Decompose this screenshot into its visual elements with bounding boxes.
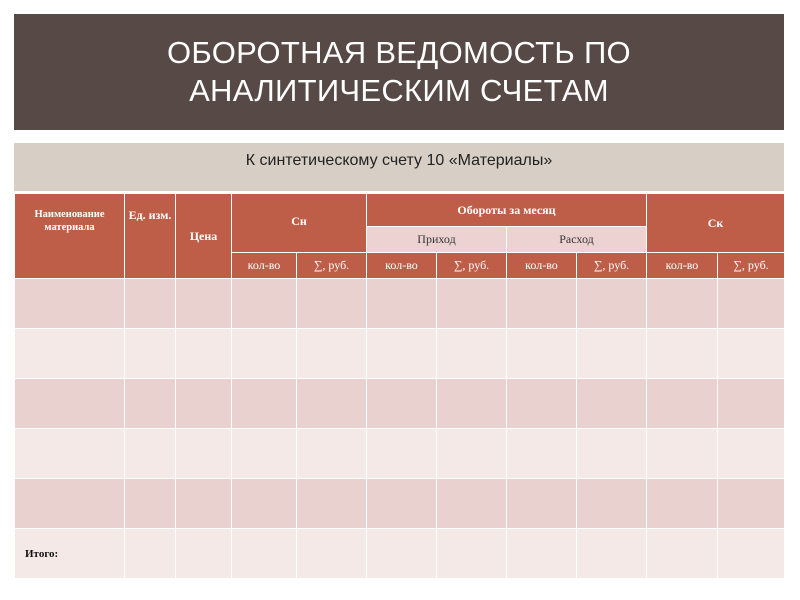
table-cell	[367, 479, 437, 529]
table-cell	[232, 529, 297, 579]
table-cell	[297, 429, 367, 479]
header-expense-qty: кол-во	[507, 253, 577, 279]
table-cell	[367, 429, 437, 479]
table-cell	[507, 379, 577, 429]
table-cell	[718, 529, 785, 579]
header-opening-qty: кол-во	[232, 253, 297, 279]
table-cell	[577, 429, 647, 479]
table-cell	[176, 379, 232, 429]
header-price: Цена	[176, 194, 232, 279]
table-cell	[176, 479, 232, 529]
table-cell	[647, 329, 718, 379]
table-cell	[437, 479, 507, 529]
table-cell	[507, 429, 577, 479]
table-cell	[367, 529, 437, 579]
table-cell	[15, 329, 125, 379]
table-cell	[15, 379, 125, 429]
header-expense: Расход	[507, 227, 647, 253]
header-closing-qty: кол-во	[647, 253, 718, 279]
table-row	[15, 479, 785, 529]
table-cell	[577, 529, 647, 579]
header-income-qty: кол-во	[367, 253, 437, 279]
table-cell	[437, 529, 507, 579]
table-cell	[647, 279, 718, 329]
header-unit: Ед. изм.	[125, 194, 176, 279]
table-cell	[15, 429, 125, 479]
header-expense-sum: ∑, руб.	[577, 253, 647, 279]
table-cell	[718, 379, 785, 429]
table-cell	[297, 279, 367, 329]
table-cell	[577, 379, 647, 429]
table-cell	[647, 429, 718, 479]
header-opening-sum: ∑, руб.	[297, 253, 367, 279]
table-cell	[718, 479, 785, 529]
table-cell	[232, 379, 297, 429]
header-closing-balance: Ск	[647, 194, 785, 253]
header-closing-sum: ∑, руб.	[718, 253, 785, 279]
table-cell	[125, 279, 176, 329]
table-cell	[507, 529, 577, 579]
table-cell	[232, 279, 297, 329]
table-cell	[176, 429, 232, 479]
table-cell	[125, 529, 176, 579]
table-cell	[232, 329, 297, 379]
header-income-sum: ∑, руб.	[437, 253, 507, 279]
table-cell	[647, 479, 718, 529]
table-cell	[125, 379, 176, 429]
page-subtitle: К синтетическому счету 10 «Материалы»	[245, 152, 553, 169]
table-cell	[232, 429, 297, 479]
table-row	[15, 429, 785, 479]
table-cell	[437, 379, 507, 429]
table-row	[15, 379, 785, 429]
header-income: Приход	[367, 227, 507, 253]
header-material-name: Наименование материала	[15, 194, 125, 279]
table-cell	[507, 479, 577, 529]
table-cell	[367, 329, 437, 379]
table-cell	[125, 479, 176, 529]
table-cell	[647, 379, 718, 429]
turnover-sheet-table	[14, 193, 785, 579]
table-cell	[297, 479, 367, 529]
table-cell	[718, 429, 785, 479]
table-cell	[15, 279, 125, 329]
table-cell	[232, 479, 297, 529]
table-cell	[176, 529, 232, 579]
page-title-line-1: ОБОРОТНАЯ ВЕДОМОСТЬ ПО	[167, 35, 631, 70]
table-cell	[367, 379, 437, 429]
table-cell	[577, 279, 647, 329]
table-row	[15, 279, 785, 329]
table-cell	[15, 479, 125, 529]
table-cell	[507, 279, 577, 329]
header-opening-balance: Сн	[232, 194, 367, 253]
table-cell	[718, 279, 785, 329]
table-cell	[367, 279, 437, 329]
table-cell	[577, 479, 647, 529]
total-label: Итого:	[15, 529, 125, 579]
table-cell	[437, 429, 507, 479]
table-cell	[647, 529, 718, 579]
title-banner	[14, 14, 784, 130]
subtitle-banner	[14, 143, 784, 191]
table-cell	[297, 379, 367, 429]
table-cell	[125, 429, 176, 479]
table-cell	[297, 329, 367, 379]
table-cell	[297, 529, 367, 579]
table-cell	[125, 329, 176, 379]
table-row	[15, 329, 785, 379]
header-turnover: Обороты за месяц	[367, 194, 647, 227]
table-cell	[718, 329, 785, 379]
table-cell	[176, 279, 232, 329]
table-cell	[577, 329, 647, 379]
total-row	[15, 529, 785, 579]
table-cell	[176, 329, 232, 379]
table-cell	[507, 329, 577, 379]
table-cell	[437, 279, 507, 329]
table-cell	[437, 329, 507, 379]
page-title-line-2: АНАЛИТИЧЕСКИМ СЧЕТАМ	[189, 73, 609, 108]
